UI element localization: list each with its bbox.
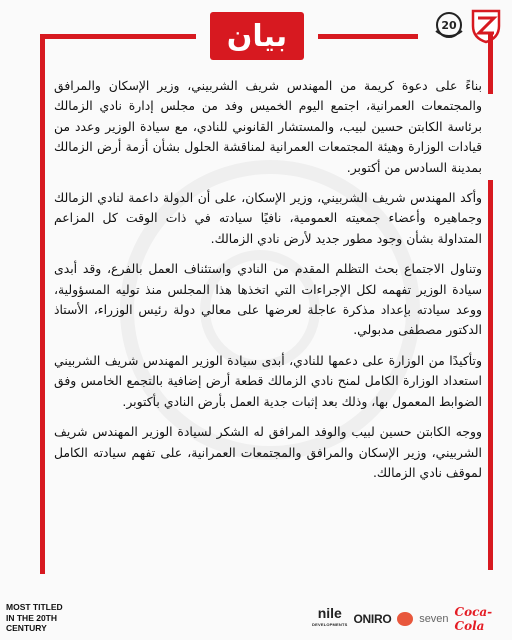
tagline-line: MOST TITLED xyxy=(6,602,63,612)
header xyxy=(0,0,512,72)
statement-body xyxy=(54,76,482,493)
sponsor-logos xyxy=(312,604,508,634)
page-title xyxy=(210,12,304,60)
sponsor-nile-logo xyxy=(312,607,348,631)
tagline-line: CENTURY xyxy=(6,623,47,633)
frame-right xyxy=(488,180,493,570)
sponsor-seven-logo: seven xyxy=(419,613,449,625)
page-title-text: بيان xyxy=(226,18,288,54)
zamalek-club-logo xyxy=(470,8,502,44)
sponsor-oniro-logo: ONIRO xyxy=(353,612,392,626)
header-logos xyxy=(432,6,508,46)
anniversary-number: 20 xyxy=(441,19,457,32)
header-rule-right xyxy=(318,34,418,39)
anniversary-badge-icon xyxy=(432,11,466,41)
sponsor-cocacola-logo: Coca-Cola xyxy=(454,605,493,633)
sponsor-badge-icon xyxy=(397,612,413,626)
club-tagline xyxy=(6,602,116,634)
tagline-line: IN THE 20TH xyxy=(6,612,58,623)
paragraph: بناءً على دعوة كريمة من المهندس شريف الشربيني، وزير الإسكان والمرافق والمجتمعات العمرانية، اجتمع اليوم الخميس وفد من مجلس إدارة نادي الزمالك برئاسة الكابتن حسين لبيب، والمستشار القانوني للنادي، مع سيادة الوزير وعدد من قيادات الوزارة وهيئة المجتمعات العمرانية لمناقشة الحلول بشأن أزمة أرض الزمالك بمدينة السادس من أكتوبر. xyxy=(54,78,482,175)
sponsor-nile-text: nile xyxy=(317,605,342,621)
frame-right-top xyxy=(488,34,493,94)
paragraph: وأكد المهندس شريف الشربيني، وزير الإسكان، على أن الدولة داعمة لنادي الزمالك وجماهيره وأعضاء جمعيته العمومية، نافيًا سيادته في ذات الوقت كل المزاعم المتداولة بشأن وجود مطور جديد لأرض نادي الزمالك. xyxy=(54,190,482,246)
paragraph: ووجه الكابتن حسين لبيب والوفد المرافق له الشكر لسيادة الوزير المهندس شريف الشربيني، وزير الإسكان والمرافق والمجتمعات العمرانية، على تفهم سيادته الكامل لموقف نادي الزمالك. xyxy=(54,424,482,480)
paragraph: وتأكيدًا من الوزارة على دعمها للنادي، أبدى سيادة الوزير المهندس شريف الشربيني استعداد الوزارة الكامل لمنح نادي الزمالك قطعة أرض إضافية بالتجمع الخامس وفق الضوابط المعمول بها، وذلك بعد إثبات جدية العمل بأرض النادي بأكتوبر. xyxy=(54,352,482,409)
sponsor-nile-subtext: DEVELOPMENTS xyxy=(312,622,348,627)
frame-left xyxy=(40,34,45,574)
header-rule-left xyxy=(40,34,196,39)
paragraph: وتناول الاجتماع بحث التظلم المقدم من النادي واستئناف العمل بالفرع، وقد أبدى سيادة الوزير تفهمه لكل الإجراءات التي اتخذها هذا المجلس منذ توليه المسؤولية، ووعد سيادته بإعداد مذكرة عاجلة لعرضها على معالي دولة رئيس الوزراء، الأستاذ الدكتور مصطفى مدبولي. xyxy=(54,261,482,338)
